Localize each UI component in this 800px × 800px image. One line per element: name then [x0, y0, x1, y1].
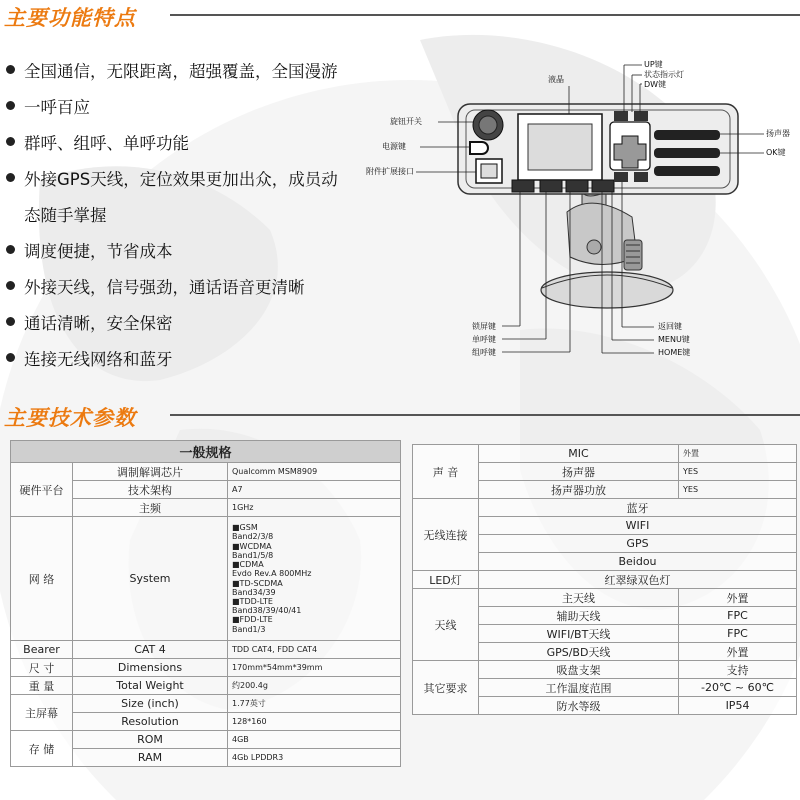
spec-label: Total Weight — [73, 677, 228, 695]
spec-value: YES — [679, 463, 797, 481]
spec-value: 支持 — [679, 661, 797, 679]
spec-value: TDD CAT4, FDD CAT4 — [228, 641, 401, 659]
label-speaker: 扬声器 — [766, 129, 790, 138]
spec-label: 防水等级 — [479, 697, 679, 715]
label-up: UP键 — [644, 60, 663, 69]
spec-value: -20℃ ~ 60℃ — [679, 679, 797, 697]
spec-label: RAM — [73, 749, 228, 767]
label-lcd: 液晶 — [548, 75, 564, 84]
spec-label: CAT 4 — [73, 641, 228, 659]
spec-value: 1.77英寸 — [228, 695, 401, 713]
bullet-icon — [6, 137, 15, 146]
bullet-icon — [6, 353, 15, 362]
label-ok: OK键 — [766, 148, 786, 157]
feature-item: 通话清晰，安全保密 — [6, 310, 173, 334]
feature-item: 全国通信，无限距离，超强覆盖，全国漫游 — [6, 58, 338, 82]
radio-illustration — [362, 52, 800, 362]
group-storage: 存 储 — [11, 731, 73, 767]
spec-value: 外置 — [679, 445, 797, 463]
label-power: 电源键 — [382, 142, 406, 151]
spec-label: 扬声器功放 — [479, 481, 679, 499]
spec-label: 技术架构 — [73, 481, 228, 499]
spec-value: 约200.4g — [228, 677, 401, 695]
spec-label: Size (inch) — [73, 695, 228, 713]
spec-label: 主频 — [73, 499, 228, 517]
bullet-icon — [6, 65, 15, 74]
spec-label: GPS/BD天线 — [479, 643, 679, 661]
spec-value: 蓝牙 — [479, 499, 797, 517]
spec-label: Resolution — [73, 713, 228, 731]
spec-label: 主天线 — [479, 589, 679, 607]
title-divider-features — [170, 14, 800, 16]
label-dw: DW键 — [644, 80, 667, 89]
label-back: 返回键 — [658, 322, 682, 331]
label-knob: 旋钮开关 — [390, 117, 422, 126]
label-status-led: 状态指示灯 — [644, 70, 684, 79]
spec-value: IP54 — [679, 697, 797, 715]
spec-label: 调制解调芯片 — [73, 463, 228, 481]
section-title-specs: 主要技术参数 — [4, 406, 136, 430]
spec-label: Dimensions — [73, 659, 228, 677]
spec-value: WIFI — [479, 517, 797, 535]
group-screen: 主屏幕 — [11, 695, 73, 731]
spec-value: GPS — [479, 535, 797, 553]
spec-label: System — [73, 517, 228, 641]
title-divider-specs — [170, 414, 800, 416]
feature-item: 调度便捷，节省成本 — [6, 238, 173, 262]
spec-table-general — [10, 440, 401, 767]
spec-value: YES — [679, 481, 797, 499]
spec-value: 4GB — [228, 731, 401, 749]
label-call: 单呼键 — [472, 335, 496, 344]
bullet-icon — [6, 281, 15, 290]
group-bearer: Bearer — [11, 641, 73, 659]
device-diagram — [362, 52, 800, 362]
feature-item: 一呼百应 — [6, 94, 90, 118]
spec-label: 辅助天线 — [479, 607, 679, 625]
spec-label: ROM — [73, 731, 228, 749]
spec-value: 红翠绿双色灯 — [479, 571, 797, 589]
spec-value: Qualcomm MSM8909 — [228, 463, 401, 481]
label-lock: 锁屏键 — [472, 322, 496, 331]
label-menu: MENU键 — [658, 335, 690, 344]
section-title-features: 主要功能特点 — [4, 6, 136, 30]
feature-item: 连接无线网络和蓝牙 — [6, 346, 173, 370]
feature-item-continued: 态随手掌握 — [24, 206, 107, 225]
feature-item: 外接天线，信号强劲，通话语音更清晰 — [6, 274, 305, 298]
power-button-shape — [470, 142, 488, 154]
spec-label: 工作温度范围 — [479, 679, 679, 697]
bullet-icon — [6, 101, 15, 110]
spec-value: 4Gb LPDDR3 — [228, 749, 401, 767]
spec-label: 吸盘支架 — [479, 661, 679, 679]
spec-value: 170mm*54mm*39mm — [228, 659, 401, 677]
group-hardware: 硬件平台 — [11, 463, 73, 517]
group-wireless: 无线连接 — [413, 499, 479, 571]
feature-item: 外接GPS天线，定位效果更加出众，成员动 — [6, 166, 338, 190]
spec-value: 1GHz — [228, 499, 401, 517]
spec-label: MIC — [479, 445, 679, 463]
group-size: 尺 寸 — [11, 659, 73, 677]
label-accessory-port: 附件扩展接口 — [366, 167, 414, 176]
group-audio: 声 音 — [413, 445, 479, 499]
spec-value-network: ■GSM Band2/3/8 ■WCDMA Band1/5/8 ■CDMA Evdo Rev.A 800MHz ■TD-SCDMA Band34/39 ■TDD-LTE Band38/39/40/41 ■FDD-LTE Band1/3 — [228, 517, 401, 641]
label-group: 组呼键 — [472, 348, 496, 357]
group-weight: 重 量 — [11, 677, 73, 695]
spec-value: 外置 — [679, 589, 797, 607]
bullet-icon — [6, 317, 15, 326]
suction-cup — [541, 272, 673, 308]
bullet-icon — [6, 245, 15, 254]
group-other: 其它要求 — [413, 661, 479, 715]
table-header: 一般规格 — [11, 441, 401, 463]
group-led: LED灯 — [413, 571, 479, 589]
spec-value: 外置 — [679, 643, 797, 661]
bullet-icon — [6, 173, 15, 182]
feature-item: 群呼、组呼、单呼功能 — [6, 130, 189, 154]
spec-label: WIFI/BT天线 — [479, 625, 679, 643]
spec-value: 128*160 — [228, 713, 401, 731]
group-antenna: 天线 — [413, 589, 479, 661]
label-home: HOME键 — [658, 348, 691, 357]
group-network: 网 络 — [11, 517, 73, 641]
spec-value: FPC — [679, 607, 797, 625]
spec-value: A7 — [228, 481, 401, 499]
spec-table-extra — [412, 444, 797, 715]
spec-value: Beidou — [479, 553, 797, 571]
spec-value: FPC — [679, 625, 797, 643]
spec-label: 扬声器 — [479, 463, 679, 481]
